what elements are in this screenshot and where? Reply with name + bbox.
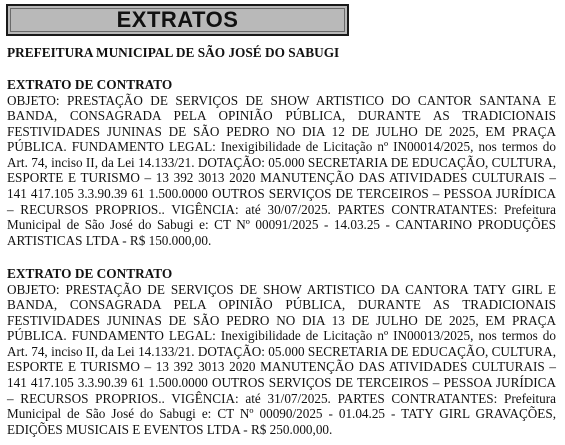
section-title[interactable]: EXTRATOS bbox=[116, 7, 239, 32]
section-banner-frame bbox=[10, 8, 345, 32]
contract-heading[interactable]: EXTRATO DE CONTRATO bbox=[7, 266, 173, 281]
section-banner bbox=[6, 4, 349, 36]
contract-body-text[interactable]: OBJETO: PRESTAÇÃO DE SERVIÇOS DE SHOW ARTISTICO DO CANTOR SANTANA E BANDA, CONSAGRADA PELA OPINIÃO PÚBLICA, DURANTE AS TRADICIONAIS FESTIVIDADES JUNINAS DE SÃO PEDRO NO DIA 12 DE JULHO DE 2025, EM PRAÇA PÚBLICA. FUNDAMENTO LEGAL: Inexigibilidade de Licitação nº IN00014/2025, nos termos do Art. 74, inciso II, da Lei 14.133/21. DOTAÇÃO: 05.000 SECRETARIA DE EDUCAÇÃO, CULTURA, ESPORTE E TURISMO – 13 392 3013 2020 MANUTENÇÃO DAS ATIVIDADES CULTURAIS – 141 417.105 3.3.90.39 61 1.500.0000 OUTROS SERVIÇOS DE TERCEIROS – PESSOA JURÍDICA – RECURSOS PROPRIOS.. VIGÊNCIA: até 30/07/2025. PARTES CONTRATANTES: Prefeitura Municipal de São José do Sabugi e: CT Nº 00091/2025 - 14.03.25 - CANTARINO PRODUÇÕES ARTISTICAS LTDA - R$ 150.000,00. bbox=[7, 92, 556, 248]
contract-body-text[interactable]: OBJETO: PRESTAÇÃO DE SERVIÇOS DE SHOW ARTISTICO DA CANTORA TATY GIRL E BANDA, CONSAGRADA PELA OPINIÃO PÚBLICA, DURANTE AS TRADICIONAIS FESTIVIDADES JUNINAS DE SÃO PEDRO NO DIA 13 DE JULHO DE 2025, EM PRAÇA PÚBLICA. FUNDAMENTO LEGAL: Inexigibilidade de Licitação nº IN00013/2025, nos termos do Art. 74, inciso II, da Lei 14.133/21. DOTAÇÃO: 05.000 SECRETARIA DE EDUCAÇÃO, CULTURA, ESPORTE E TURISMO – 13 392 3013 2020 MANUTENÇÃO DAS ATIVIDADES CULTURAIS – 141 417.105 3.3.90.39 61 1.500.0000 OUTROS SERVIÇOS DE TERCEIROS – PESSOA JURÍDICA – RECURSOS PROPRIOS.. VIGÊNCIA: até 31/07/2025. PARTES CONTRATANTES: Prefeitura Municipal de São José do Sabugi e: CT Nº 00090/2025 - 01.04.25 - TATY GIRL GRAVAÇÕES, EDIÇÕES MUSICAIS E EVENTOS LTDA - R$ 250.000,00. bbox=[7, 281, 556, 437]
contract-extract-1 bbox=[7, 77, 556, 248]
contract-extract-2 bbox=[7, 266, 556, 437]
contract-heading[interactable]: EXTRATO DE CONTRATO bbox=[7, 77, 173, 92]
organization-name[interactable]: PREFEITURA MUNICIPAL DE SÃO JOSÉ DO SABUGI bbox=[7, 45, 340, 60]
